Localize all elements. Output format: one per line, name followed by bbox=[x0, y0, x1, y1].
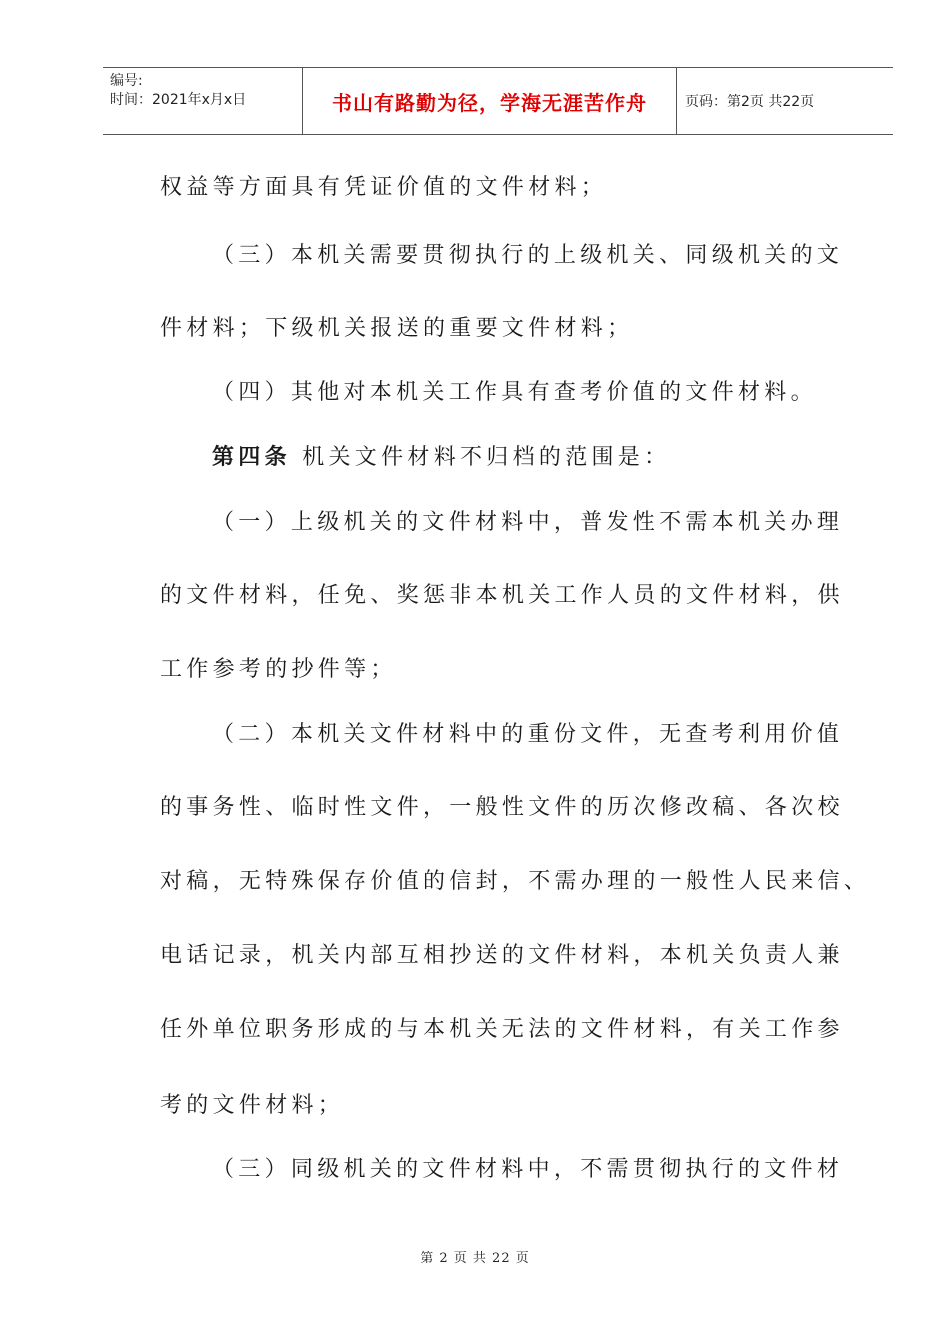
body-line: 件材料；下级机关报送的重要文件材料； bbox=[160, 316, 634, 341]
body-line: （二）本机关文件材料中的重份文件，无查考利用价值 bbox=[212, 722, 844, 747]
page-footer: 第 2 页 共 22 页 bbox=[420, 1251, 530, 1266]
body-line: 工作参考的抄件等； bbox=[160, 657, 397, 682]
header-meta-cell bbox=[103, 68, 303, 134]
article-4-label: 第四条 bbox=[212, 444, 291, 470]
body-line: 的文件材料，任免、奖惩非本机关工作人员的文件材料，供 bbox=[160, 583, 844, 608]
body-line: （一）上级机关的文件材料中，普发性不需本机关办理 bbox=[212, 510, 844, 535]
header-motto: 书山有路勤为径，学海无涯苦作舟 bbox=[303, 68, 677, 134]
body-line: 对稿，无特殊保存价值的信封，不需办理的一般性人民来信、 bbox=[160, 869, 871, 894]
body-line: 考的文件材料； bbox=[160, 1093, 345, 1118]
body-line: （四）其他对本机关工作具有查考价值的文件材料。 bbox=[212, 380, 817, 405]
body-line: 的事务性、临时性文件，一般性文件的历次修改稿、各次校 bbox=[160, 795, 844, 820]
body-line: 权益等方面具有凭证价值的文件材料； bbox=[160, 175, 608, 200]
document-number-label: 编号: bbox=[110, 73, 143, 89]
document-time-label: 时间：2021年x月x日 bbox=[110, 92, 247, 108]
article-4-text: 机关文件材料不归档的范围是： bbox=[302, 445, 671, 470]
body-line: （三）本机关需要贯彻执行的上级机关、同级机关的文 bbox=[212, 243, 844, 268]
document-header bbox=[103, 67, 893, 135]
header-page-number: 页码：第2页 共22页 bbox=[685, 94, 815, 110]
body-line: 电话记录，机关内部互相抄送的文件材料，本机关负责人兼 bbox=[160, 943, 844, 968]
body-line: （三）同级机关的文件材料中，不需贯彻执行的文件材 bbox=[212, 1157, 844, 1182]
body-line: 任外单位职务形成的与本机关无法的文件材料，有关工作参 bbox=[160, 1017, 844, 1042]
article-4-heading bbox=[212, 440, 670, 471]
